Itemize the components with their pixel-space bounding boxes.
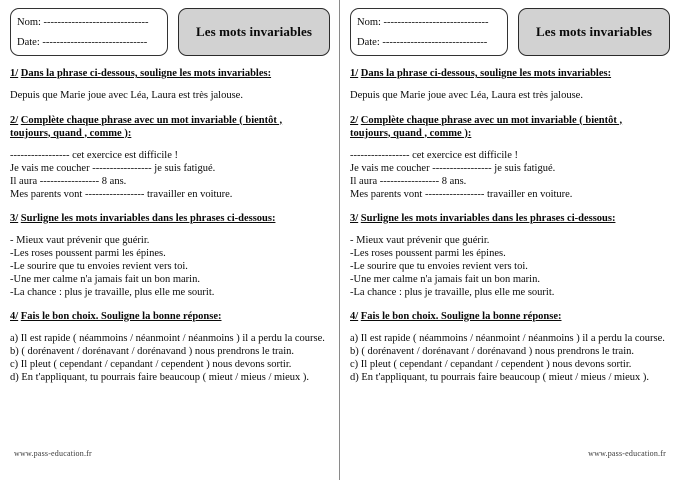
exercise-4-heading-text: Fais le bon choix. Souligne la bonne réponse: (360, 310, 562, 322)
exercise-1-number: 1/ (350, 68, 359, 79)
exercise-3-heading (350, 212, 670, 225)
exercise-4-option[interactable]: c) Il pleut ( cependant / cepandant / cependent ) nous devons sortir. (350, 359, 632, 370)
exercise-3-item[interactable]: -La chance : plus je travaille, plus elle me sourit. (350, 286, 555, 298)
exercise-3 (350, 212, 670, 299)
exercise-2-number: 2/ (350, 114, 359, 126)
exercise-1-heading (10, 67, 330, 80)
exercise-3-number: 3/ (350, 212, 359, 224)
exercise-4-option[interactable]: a) Il est rapide ( néammoins / néanmoint / néanmoins ) il a perdu la course. (10, 332, 325, 344)
exercise-4-heading-text: Fais le bon choix. Souligne la bonne réponse: (20, 310, 222, 322)
exercise-3-item[interactable]: -Une mer calme n'a jamais fait un bon marin. (10, 273, 200, 285)
footer-left: www.pass-education.fr (14, 449, 92, 458)
worksheet-header (350, 8, 670, 56)
exercise-4-option[interactable]: d) En t'appliquant, tu pourrais faire beaucoup ( mieut / mieus / mieux ). (350, 372, 650, 383)
exercise-2-item[interactable]: Il aura ----------------- 8 ans. (350, 175, 467, 187)
exercise-2-item[interactable]: Je vais me coucher ----------------- je suis fatigué. (10, 162, 216, 174)
page-title: Les mots invariables (195, 24, 313, 39)
exercise-1-sentence: Depuis que Marie joue avec Léa, Laura est très jalouse. (10, 90, 243, 101)
student-info-box (10, 8, 168, 56)
exercise-4-heading (10, 310, 330, 323)
exercise-4 (350, 310, 670, 385)
exercise-2-heading-text: Complète chaque phrase avec un mot invariable ( bientôt , (360, 114, 623, 126)
exercise-3-item[interactable]: -Les roses poussent parmi les épines. (350, 247, 506, 259)
footer-right: www.pass-education.fr (588, 449, 666, 458)
worksheet-title-box (518, 8, 670, 56)
exercise-2-item[interactable]: Mes parents vont ----------------- travailler en voiture. (350, 188, 573, 200)
date-field[interactable]: Date: ------------------------------ (17, 37, 148, 48)
exercise-4-number: 4/ (350, 310, 359, 322)
exercise-2-heading-text-line2: toujours, quand , comme ): (350, 127, 472, 139)
exercise-4-option[interactable]: b) ( dorénavent / dorénavant / dorénavand ) nous prendrons le train. (10, 346, 294, 357)
worksheet-header (10, 8, 330, 56)
exercise-2-heading (350, 114, 670, 127)
exercise-2-item[interactable]: Il aura ----------------- 8 ans. (10, 175, 127, 187)
exercise-2-item[interactable]: Je vais me coucher ----------------- je suis fatigué. (350, 162, 556, 174)
exercise-4-option[interactable]: a) Il est rapide ( néammoins / néanmoint / néanmoins ) il a perdu la course. (350, 332, 665, 344)
exercise-1-sentence: Depuis que Marie joue avec Léa, Laura est très jalouse. (350, 90, 583, 101)
exercise-1 (350, 67, 670, 103)
exercise-2 (10, 114, 330, 201)
exercise-4-option[interactable]: c) Il pleut ( cependant / cepandant / cependent ) nous devons sortir. (10, 359, 292, 370)
exercise-4-option[interactable]: d) En t'appliquant, tu pourrais faire beaucoup ( mieut / mieus / mieux ). (10, 372, 310, 383)
exercise-3-heading-text: Surligne les mots invariables dans les phrases ci-dessous: (20, 212, 276, 224)
exercise-1-heading (350, 67, 670, 80)
worksheet-column-right (340, 0, 680, 480)
exercise-4 (10, 310, 330, 385)
exercise-2-heading-continued (350, 127, 670, 140)
exercise-2-heading (10, 114, 330, 127)
exercise-3-item[interactable]: - Mieux vaut prévenir que guérir. (350, 234, 490, 246)
exercise-3-item[interactable]: -Le sourire que tu envoies revient vers toi. (350, 260, 528, 272)
name-field[interactable]: Nom: ------------------------------ (357, 17, 489, 28)
exercise-3-heading-text: Surligne les mots invariables dans les phrases ci-dessous: (360, 212, 616, 224)
exercise-2-item[interactable]: ----------------- cet exercice est difficile ! (10, 149, 178, 161)
exercise-1 (10, 67, 330, 103)
exercise-3-item[interactable]: - Mieux vaut prévenir que guérir. (10, 234, 150, 246)
exercise-1-heading-text: Dans la phrase ci-dessous, souligne les mots invariables: (20, 68, 272, 79)
exercise-2-item[interactable]: Mes parents vont ----------------- travailler en voiture. (10, 188, 233, 200)
exercise-2-heading-text: Complète chaque phrase avec un mot invariable ( bientôt , (20, 114, 283, 126)
exercise-3-item[interactable]: -Une mer calme n'a jamais fait un bon marin. (350, 273, 540, 285)
exercise-2-number: 2/ (10, 114, 19, 126)
exercise-4-heading (350, 310, 670, 323)
student-info-box (350, 8, 508, 56)
exercise-3-item[interactable]: -Le sourire que tu envoies revient vers toi. (10, 260, 188, 272)
exercise-4-number: 4/ (10, 310, 19, 322)
worksheet-title-box (178, 8, 330, 56)
exercise-2-heading-continued (10, 127, 330, 140)
page-title: Les mots invariables (535, 24, 653, 39)
exercise-1-heading-text: Dans la phrase ci-dessous, souligne les mots invariables: (360, 68, 612, 79)
exercise-2-heading-text-line2: toujours, quand , comme ): (10, 127, 132, 139)
exercise-3-item[interactable]: -Les roses poussent parmi les épines. (10, 247, 166, 259)
exercise-3-heading (10, 212, 330, 225)
exercise-3 (10, 212, 330, 299)
exercise-3-number: 3/ (10, 212, 19, 224)
exercise-2-item[interactable]: ----------------- cet exercice est difficile ! (350, 149, 518, 161)
exercise-2 (350, 114, 670, 201)
exercise-4-option[interactable]: b) ( dorénavent / dorénavant / dorénavand ) nous prendrons le train. (350, 346, 634, 357)
exercise-3-item[interactable]: -La chance : plus je travaille, plus elle me sourit. (10, 286, 215, 298)
exercise-1-number: 1/ (10, 68, 19, 79)
date-field[interactable]: Date: ------------------------------ (357, 37, 488, 48)
name-field[interactable]: Nom: ------------------------------ (17, 17, 149, 28)
